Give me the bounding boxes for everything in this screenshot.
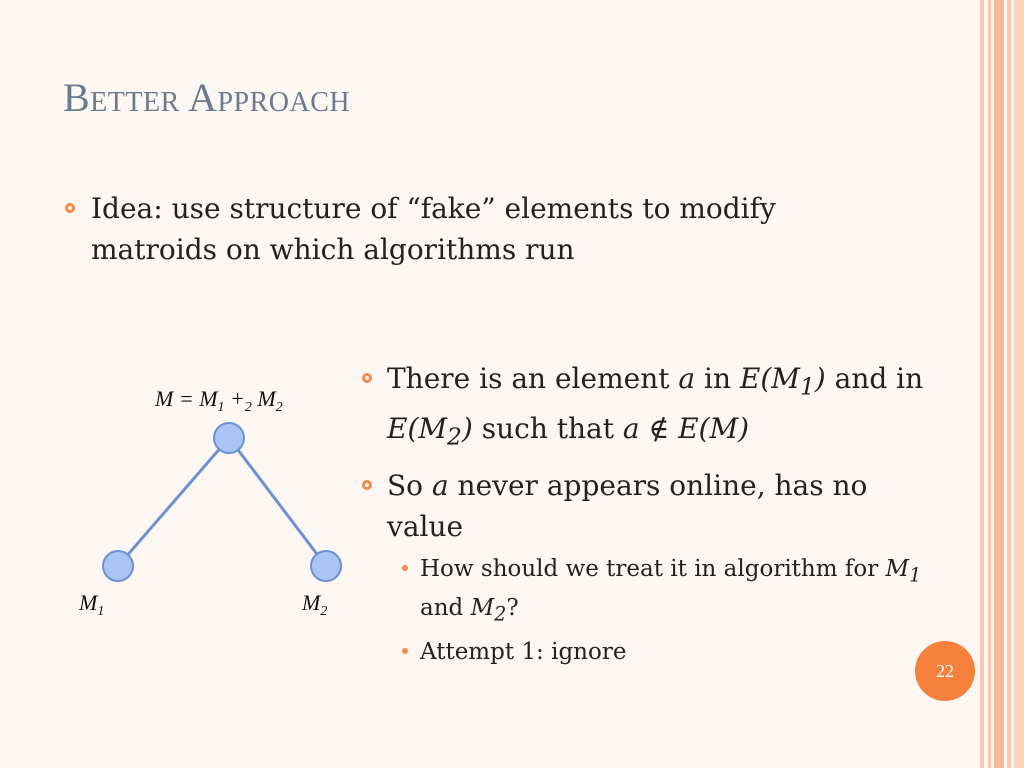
main-bullet [65, 188, 865, 270]
sub-bullet-icon [402, 648, 408, 654]
side-stripes [980, 0, 1024, 768]
top-node-label: $M = M_1 +_2$ $M_2$ [155, 386, 283, 415]
bullet-text: Idea: use structure of “fake” elements to modify matroids on which algorithms run [91, 192, 776, 266]
left-edge [118, 438, 229, 566]
left-node-label: $M_1$ [79, 590, 105, 619]
matroid-tree-diagram [70, 380, 370, 640]
sub-bullet-icon [402, 565, 408, 571]
top-node [214, 423, 244, 453]
right-node [311, 551, 341, 581]
bullet-never-online: So a never appears online, has no value [387, 469, 868, 544]
right-edge [229, 438, 326, 566]
right-bullets [362, 358, 952, 669]
sub-bullet-attempt: Attempt 1: ignore [420, 639, 627, 666]
page-number-badge: 22 [915, 641, 975, 701]
right-node-label: $M_2$ [302, 590, 328, 619]
sub-bullet-treat: How should we treat it in algorithm for $M_1$ and $M_2$? [420, 556, 922, 626]
bullet-icon [65, 203, 75, 213]
bullet-element-a: There is an element a in $E(M_1)$ and in $E(M_2)$ such that a ∉ E(M) [387, 362, 924, 451]
left-node [103, 551, 133, 581]
slide-title: Better Approach [63, 75, 351, 120]
